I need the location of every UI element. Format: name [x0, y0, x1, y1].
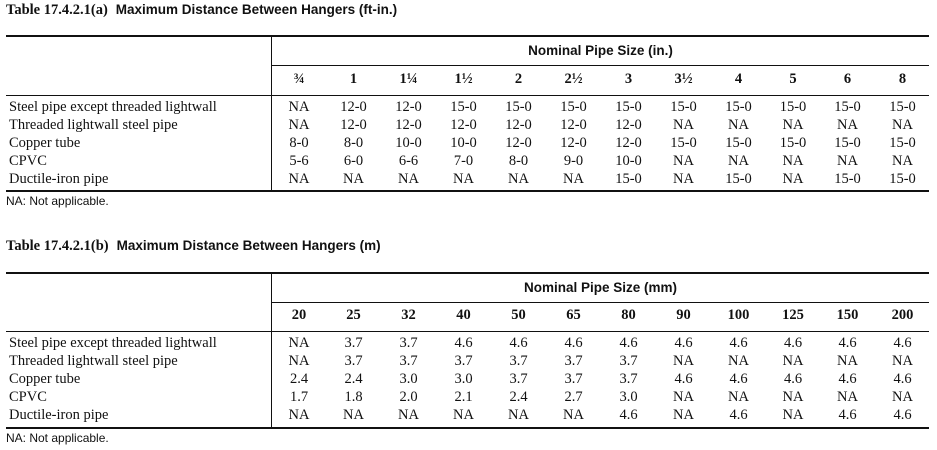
size-header: 20	[291, 307, 307, 323]
cell: NA	[837, 153, 858, 169]
table-a-title: Maximum Distance Between Hangers (ft-in.)	[115, 2, 398, 17]
size-header: 3	[624, 71, 633, 87]
cell: 15-0	[725, 99, 752, 115]
size-header: 65	[566, 307, 581, 323]
cell: NA	[837, 117, 858, 133]
cell: 4.6	[838, 371, 857, 387]
cell: 8-0	[343, 135, 364, 151]
cell: 12-0	[560, 135, 587, 151]
table-a-note: NA: Not applicable.	[6, 194, 109, 208]
table-a-number: Table 17.4.2.1(a)	[6, 2, 108, 18]
size-header: 1¼	[399, 71, 418, 87]
size-header: 40	[456, 307, 471, 323]
table-b-row-label: CPVC	[9, 389, 47, 405]
cell: 4.6	[729, 371, 748, 387]
cell: NA	[288, 335, 310, 351]
cell: 6-0	[343, 153, 364, 169]
cell: 12-0	[395, 117, 422, 133]
table-b-row	[272, 388, 930, 406]
size-header: 3½	[674, 71, 693, 87]
cell: 9-0	[563, 153, 584, 169]
size-header: 150	[836, 307, 859, 323]
cell: 4.6	[454, 335, 473, 351]
cell: NA	[288, 407, 310, 423]
table-a-row	[272, 116, 930, 134]
table-a-caption	[6, 2, 397, 19]
table-b-caption	[6, 238, 381, 255]
table-a-row-label: CPVC	[9, 153, 47, 169]
cell: NA	[892, 117, 913, 133]
cell: NA	[288, 117, 310, 133]
size-header: 80	[621, 307, 636, 323]
size-header: 125	[782, 307, 804, 323]
size-header: 2½	[564, 71, 583, 87]
cell: 15-0	[560, 99, 587, 115]
cell: 2.4	[344, 371, 363, 387]
cell: 12-0	[450, 117, 477, 133]
table-a-row	[272, 152, 930, 170]
size-header: 25	[346, 307, 361, 323]
cell: 15-0	[725, 171, 752, 187]
cell: 4.6	[838, 407, 857, 423]
cell: 2.1	[454, 389, 473, 405]
cell: 15-0	[670, 99, 697, 115]
table-b-top-rule	[6, 272, 929, 274]
cell: 4.6	[893, 371, 912, 387]
cell: NA	[673, 171, 694, 187]
cell: 4.6	[783, 371, 803, 387]
cell: NA	[453, 171, 474, 187]
cell: 15-0	[615, 171, 642, 187]
cell: NA	[453, 407, 474, 423]
cell: NA	[673, 407, 694, 423]
cell: 12-0	[395, 99, 422, 115]
cell: 12-0	[340, 99, 367, 115]
table-b-number: Table 17.4.2.1(b)	[6, 238, 109, 254]
cell: NA	[563, 171, 584, 187]
cell: 12-0	[615, 117, 642, 133]
table-b-body-rule	[6, 331, 929, 332]
table-a-row	[272, 134, 930, 152]
cell: NA	[288, 171, 310, 187]
size-header: 8	[898, 71, 907, 87]
size-header: 2	[514, 71, 523, 87]
table-b-row-label: Ductile-iron pipe	[9, 407, 109, 423]
cell: 3.7	[344, 335, 363, 351]
cell: 3.7	[619, 353, 638, 369]
cell: 4.6	[783, 335, 803, 351]
table-a-top-rule	[6, 35, 929, 37]
cell: NA	[508, 407, 529, 423]
table-b-note: NA: Not applicable.	[6, 431, 109, 445]
cell: 3.7	[399, 335, 418, 351]
cell: NA	[892, 389, 913, 405]
cell: 4.6	[729, 407, 748, 423]
cell: 3.7	[344, 353, 363, 369]
cell: 12-0	[340, 117, 367, 133]
cell: 4.6	[674, 335, 693, 351]
cell: NA	[673, 389, 694, 405]
cell: 2.4	[509, 389, 528, 405]
cell: 4.6	[893, 335, 912, 351]
size-header: 1	[349, 71, 358, 87]
cell: 1.7	[289, 389, 309, 405]
table-a-row	[272, 170, 930, 188]
cell: 2.0	[399, 389, 418, 405]
cell: 12-0	[560, 117, 587, 133]
cell: 3.7	[399, 353, 418, 369]
size-header: 4	[734, 71, 743, 87]
size-header: 200	[891, 307, 914, 323]
cell: 15-0	[670, 135, 697, 151]
cell: NA	[782, 117, 804, 133]
cell: 15-0	[779, 135, 807, 151]
table-a-header-rule	[272, 65, 929, 66]
cell: 10-0	[450, 135, 477, 151]
table-a-row-label: Threaded lightwall steel pipe	[9, 117, 178, 133]
size-header: 1½	[454, 71, 473, 87]
cell: NA	[837, 389, 858, 405]
table-b-sizes	[272, 307, 930, 324]
cell: NA	[782, 353, 804, 369]
table-b-title: Maximum Distance Between Hangers (m)	[116, 238, 381, 253]
cell: 3.7	[509, 353, 528, 369]
cell: 3.7	[454, 353, 473, 369]
size-header: ¾	[293, 71, 305, 87]
size-header: 50	[511, 307, 526, 323]
cell: 15-0	[779, 99, 807, 115]
table-b-bottom-rule	[6, 427, 929, 429]
cell: 4.6	[619, 335, 638, 351]
cell: NA	[288, 353, 310, 369]
cell: NA	[728, 153, 749, 169]
cell: NA	[508, 171, 529, 187]
cell: NA	[728, 117, 749, 133]
cell: NA	[343, 171, 364, 187]
cell: NA	[728, 353, 749, 369]
table-b-row	[272, 406, 930, 424]
cell: NA	[563, 407, 584, 423]
cell: NA	[782, 389, 804, 405]
size-header: 5	[789, 71, 797, 87]
size-header: 32	[401, 307, 416, 323]
cell: 15-0	[889, 171, 916, 187]
cell: 6-6	[398, 153, 419, 169]
table-a-body-rule	[6, 95, 929, 96]
size-header: 6	[843, 71, 852, 87]
table-a-row	[272, 98, 930, 116]
cell: 12-0	[615, 135, 642, 151]
cell: 4.6	[838, 335, 857, 351]
cell: NA	[398, 407, 419, 423]
cell: NA	[782, 171, 804, 187]
cell: 10-0	[615, 153, 642, 169]
cell: 5-6	[289, 153, 309, 169]
cell: 15-0	[834, 171, 861, 187]
cell: 15-0	[889, 99, 916, 115]
cell: 3.7	[619, 371, 638, 387]
cell: 4.6	[729, 335, 748, 351]
cell: NA	[288, 99, 310, 115]
table-b-row	[272, 352, 930, 370]
cell: NA	[673, 353, 694, 369]
cell: 15-0	[889, 135, 916, 151]
cell: 3.0	[454, 371, 473, 387]
cell: 15-0	[725, 135, 752, 151]
cell: 12-0	[505, 135, 532, 151]
cell: NA	[728, 389, 749, 405]
table-a-header: Nominal Pipe Size (in.)	[528, 43, 673, 58]
table-a-sizes	[272, 71, 930, 88]
table-b-row-label: Steel pipe except threaded lightwall	[9, 335, 217, 351]
cell: NA	[892, 353, 913, 369]
cell: NA	[892, 153, 913, 169]
cell: 8-0	[508, 153, 529, 169]
cell: 12-0	[505, 117, 532, 133]
cell: NA	[782, 407, 804, 423]
cell: 3.7	[509, 371, 528, 387]
table-b-header: Nominal Pipe Size (mm)	[523, 280, 678, 295]
cell: 10-0	[395, 135, 422, 151]
cell: NA	[837, 353, 858, 369]
cell: 4.6	[564, 335, 583, 351]
table-b-row-label: Threaded lightwall steel pipe	[9, 353, 178, 369]
cell: NA	[398, 171, 419, 187]
cell: 3.0	[619, 389, 638, 405]
table-a-row-label: Steel pipe except threaded lightwall	[9, 99, 217, 115]
cell: 15-0	[834, 99, 861, 115]
cell: 15-0	[450, 99, 477, 115]
cell: 15-0	[505, 99, 532, 115]
cell: 4.6	[893, 407, 912, 423]
cell: 3.7	[564, 353, 583, 369]
size-header: 100	[727, 307, 750, 323]
cell: NA	[782, 153, 804, 169]
table-a-row-label: Ductile-iron pipe	[9, 171, 109, 187]
cell: 1.8	[344, 389, 363, 405]
table-a-bottom-rule	[6, 190, 929, 192]
cell: 8-0	[289, 135, 309, 151]
cell: 2.4	[289, 371, 309, 387]
table-b-row	[272, 334, 930, 352]
cell: 15-0	[834, 135, 861, 151]
cell: 2.7	[564, 389, 583, 405]
table-b-row	[272, 370, 930, 388]
table-b-row-label: Copper tube	[9, 371, 81, 387]
cell: NA	[673, 117, 694, 133]
cell: NA	[343, 407, 364, 423]
cell: 7-0	[453, 153, 474, 169]
cell: 3.0	[399, 371, 418, 387]
cell: 4.6	[619, 407, 638, 423]
table-b-header-rule	[272, 302, 929, 303]
table-a-row-label: Copper tube	[9, 135, 81, 151]
size-header: 90	[676, 307, 691, 323]
cell: 4.6	[674, 371, 693, 387]
cell: 3.7	[564, 371, 583, 387]
cell: 15-0	[615, 99, 642, 115]
cell: 4.6	[509, 335, 528, 351]
cell: NA	[673, 153, 694, 169]
